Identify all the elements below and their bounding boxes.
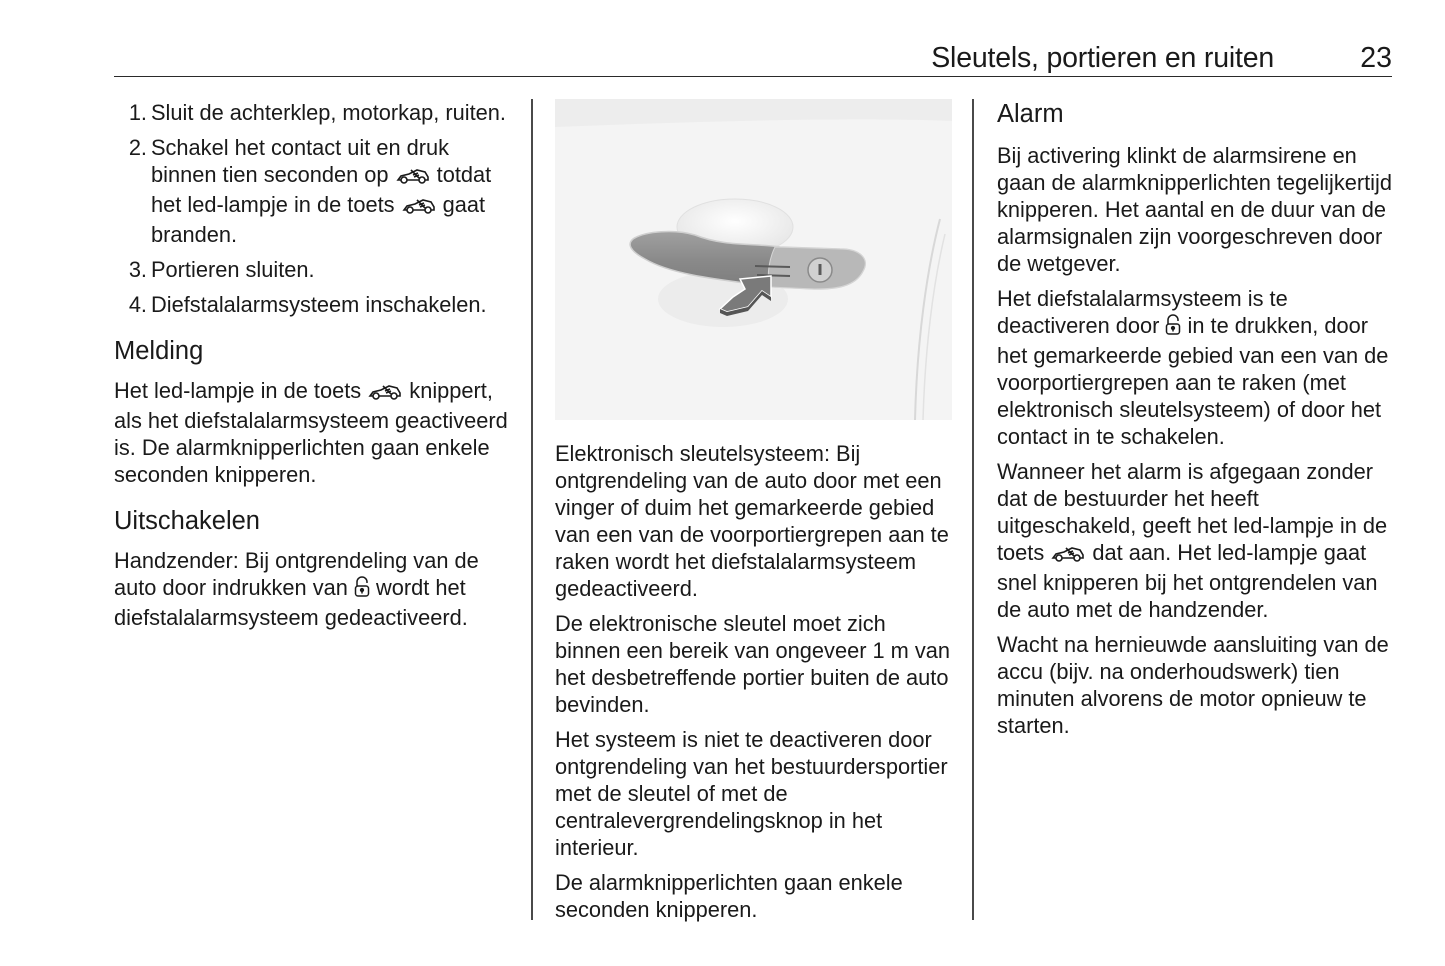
anti-theft-car-icon [1050,542,1086,569]
column-1 [114,99,514,639]
door-handle-illustration [555,99,952,420]
paragraph: Het systeem is niet te deactiveren door ontgrendeling van het bestuurdersportier met de sleutel of met de centralevergrendelingsknop in het interieur. [555,727,948,860]
unlock-padlock-icon [1165,314,1181,342]
paragraph: Wacht na hernieuwde aansluiting van de accu (bijv. na onderhoudswerk) tien minuten alvorens de motor opnieuw te starten. [997,632,1389,738]
paragraph: Het led-lampje in de toets knippert, als het diefstalalarmsysteem geactiveerd is. De alarmknipperlichten gaan enkele seconden knipperen. [114,378,508,487]
list-item: 3. Portieren sluiten. [128,257,315,282]
paragraph: De alarmknipperlichten gaan enkele seconden knipperen. [555,870,903,922]
section-heading-melding: Melding [114,337,204,365]
steps-list [114,99,514,318]
chapter-title: Sleutels, portieren en ruiten [931,42,1274,74]
column-divider [531,99,533,920]
anti-theft-car-icon [401,194,437,221]
anti-theft-car-icon [395,164,431,191]
paragraph: Handzender: Bij ontgrendeling van de auto door indrukken van wordt het diefstalalarmsysteem gedeactiveerd. [114,548,479,630]
unlock-padlock-icon [354,576,370,604]
door-handle-image [555,99,952,420]
paragraph: De elektronische sleutel moet zich binnen een bereik van ongeveer 1 m van het desbetreffende portier buiten de auto bevinden. [555,611,951,717]
column-3 [997,99,1397,747]
page-header [114,40,1392,77]
list-item: 1. Sluit de achterklep, motorkap, ruiten. [128,100,506,125]
anti-theft-car-icon [367,380,403,407]
page-number: 23 [1360,42,1392,74]
paragraph: Elektronisch sleutelsysteem: Bij ontgrendeling van de auto door met een vinger of duim het gemarkeerde gebied van een van de voorportiergrepen aan te raken wordt het diefstalalarmsysteem gedeactiveerd. [555,441,949,601]
paragraph: Bij activering klinkt de alarmsirene en gaan de alarmknipperlichten tegelijkertijd knipperen. Het aantal en de duur van de alarmsignalen zijn voorgeschreven door de wetgever. [997,143,1392,276]
column-divider [972,99,974,920]
list-item: 4. Diefstalalarmsysteem inschakelen. [128,292,487,317]
paragraph: Wanneer het alarm is afgegaan zonder dat de bestuurder het heeft uitgeschakeld, geeft het led-lampje in de toets dat aan. Het led-lampje gaat snel knipperen bij het ontgrendelen van de auto met de handzender. [997,459,1388,622]
paragraph: Het diefstalalarmsysteem is te deactiveren door in te drukken, door het gemarkeerde gebied van een van de voorportiergrepen aan te raken (met elektronisch sleutelsysteem) of door het contact in te schakelen. [997,286,1389,449]
list-item: 2. Schakel het contact uit en druk binnen tien seconden op totdat het led-lampje in de toets gaat branden. [128,135,492,247]
section-heading-alarm: Alarm [997,100,1064,128]
section-heading-uitschakelen: Uitschakelen [114,507,260,535]
column-2 [555,99,955,931]
